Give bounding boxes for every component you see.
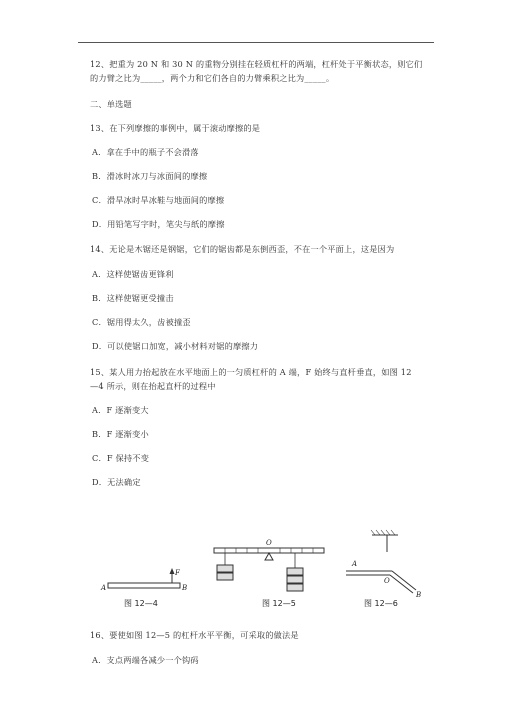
fig5-weight-right-2 xyxy=(287,576,303,583)
q13-option-b: B．滑冰时冰刀与冰面间的摩擦 xyxy=(92,171,208,181)
q14-option-c: C．锯用得太久，齿被撞歪 xyxy=(92,317,191,327)
q15-option-b: B．F 逐渐变小 xyxy=(92,429,149,439)
q12-line2: 的力臂之比为_____，两个力和它们各自的力臂乘积之比为_____。 xyxy=(90,73,335,83)
q15-option-c: C．F 保持不变 xyxy=(92,453,150,463)
q14-stem: 14、无论是木锯还是钢锯，它们的锯齿都是东倒西歪，不在一个平面上，这是因为 xyxy=(90,244,395,254)
q13-option-c: C．滑旱冰时旱冰鞋与地面间的摩擦 xyxy=(92,195,225,205)
fig4-label-b: B xyxy=(182,584,188,592)
fig5-caption: 图 12—5 xyxy=(262,599,296,608)
fig6-label-a: A xyxy=(352,560,358,568)
fig6-rod-slant-bottom xyxy=(390,575,413,593)
q15-option-a: A．F 逐渐变大 xyxy=(92,405,149,415)
fig5-weight-right-3 xyxy=(287,584,303,591)
fig5-fulcrum xyxy=(265,553,273,560)
q13-stem: 13、在下列摩擦的事例中，属于滚动摩擦的是 xyxy=(90,123,261,133)
q16-option-a: A．支点两端各减少一个钩码 xyxy=(92,655,199,665)
fig6-label-b: B xyxy=(416,591,422,599)
fig5-weight-right-1 xyxy=(287,568,303,575)
fig5-weight-left-1 xyxy=(217,565,233,572)
q14-option-b: B．这样使锯更受撞击 xyxy=(92,293,174,303)
q14-option-d: D．可以使锯口加宽，减小材料对锯的摩擦力 xyxy=(92,341,259,351)
fig6-caption: 图 12—6 xyxy=(364,599,398,608)
q16-stem: 16、要使如图 12—5 的杠杆水平平衡，可采取的做法是 xyxy=(90,630,299,640)
fig4-arrowhead xyxy=(170,568,175,574)
fig4-rod xyxy=(108,583,180,588)
fig4-label-a: A xyxy=(101,584,107,592)
fig6-label-o: O xyxy=(384,577,390,585)
q12-line1: 12、把重为 20 N 和 30 N 的重物分别挂在轻质杠杆的两端，杠杆处于平衡状态，则它们 xyxy=(90,59,423,69)
figure-12-4 xyxy=(100,568,187,608)
q15-option-d: D．无法确定 xyxy=(92,477,141,487)
q13-option-a: A．拿在手中的瓶子不会滑落 xyxy=(92,147,199,157)
fig5-label-o: O xyxy=(266,539,272,547)
fig4-label-f: F xyxy=(175,569,180,577)
figure-12-5 xyxy=(214,539,324,608)
section-title: 二、单选题 xyxy=(90,99,132,109)
q15-line2: —4 所示，则在抬起直杆的过程中 xyxy=(90,381,216,391)
q14-option-a: A．这样使锯齿更锋利 xyxy=(92,269,174,279)
figure-12-6 xyxy=(346,530,421,608)
fig4-caption: 图 12—4 xyxy=(124,599,158,608)
fig5-weight-left-2 xyxy=(217,573,233,580)
q13-option-d: D．用铅笔写字时，笔尖与纸的摩擦 xyxy=(92,219,225,229)
q15-line1: 15、某人用力抬起放在水平地面上的一匀质杠杆的 A 端，F 始终与直杆垂直，如图 12 xyxy=(90,367,412,377)
fig6-rod-slant-top xyxy=(392,571,416,590)
